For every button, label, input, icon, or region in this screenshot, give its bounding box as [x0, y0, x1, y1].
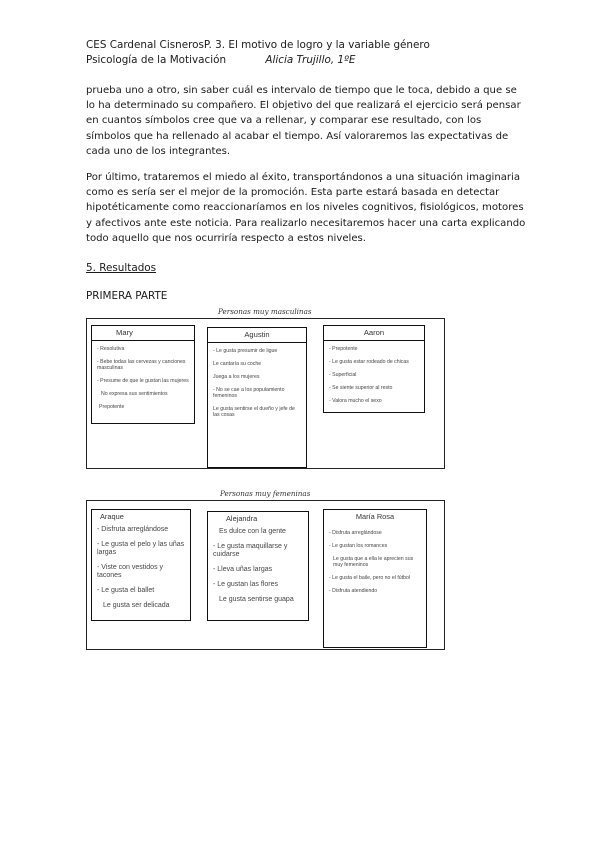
paragraph-fear-of-success: Por último, trataremos el miedo al éxito, transportándonos a una situación imaginaria como es sería ser el mejor de la promoción. Esta parte estará basada en detectar hipotéticamente como reaccionaríamos en los niveles cognitivos, fisiológicos, motores y afectivos ante este noticia. Para realizarlo necesitaremos hacer una carta explicando todo aquello que nos ocurriría respecto a estos niveles. [86, 172, 526, 244]
card-maria-rosa [323, 509, 427, 648]
trait-item: Le gusta ser delicada [103, 602, 170, 610]
header-subject: Psicología de la Motivación [86, 54, 227, 66]
trait-item: No expresa sus sentimientos [101, 390, 168, 397]
trait-item: - Le gusta estar rodeado de chicas [329, 358, 409, 365]
document-header [86, 38, 430, 68]
trait-item: - Le gustan los romances [329, 542, 388, 549]
trait-item: - Viste con vestidos y tacones [97, 564, 164, 580]
trait-item: - Se siente superior al resto [329, 384, 393, 391]
trait-item: Le gusta sentirse el dueño y jefe de las cosas [213, 405, 295, 418]
figure2-frame [86, 500, 445, 650]
figure1-frame [86, 318, 445, 469]
card-aaron [323, 325, 425, 413]
figure1-caption: Personas muy masculinas [218, 307, 312, 316]
card-name: Mary [92, 326, 194, 341]
trait-item: - Le gusta el baile, pero no el fútbol [329, 574, 411, 581]
trait-item: Juega a los mujeres [213, 373, 260, 380]
trait-item: - Le gusta el ballet [97, 587, 155, 595]
trait-item: - Le gusta maquillarse y cuidarse [213, 543, 288, 559]
header-author: Alicia Trujillo, 1ºE [265, 54, 356, 66]
figure2-caption: Personas muy femeninas [220, 489, 311, 498]
card-araque [91, 509, 191, 621]
trait-item: - Resolutiva [97, 346, 125, 352]
card-traits [208, 343, 306, 419]
trait-item: Es dulce con la gente [219, 528, 286, 535]
trait-item: Le gusta sentirse guapa [219, 596, 294, 604]
trait-item: - Superficial [329, 371, 357, 378]
trait-item: - Valora mucho el sexo [329, 397, 382, 404]
trait-item: - Disfruta arreglándose [97, 526, 169, 533]
card-name: Araque [100, 512, 124, 521]
card-name: Alejandra [226, 514, 258, 523]
trait-item: - Presume de que le gustan las mujeres [97, 377, 189, 384]
card-agustin [207, 327, 307, 468]
trait-item: Le cantaría su coche [213, 360, 262, 367]
trait-item: - Lleva uñas largas [213, 566, 273, 574]
section-title: 5. Resultados [86, 262, 157, 274]
trait-item: Prepotente [99, 403, 125, 410]
card-traits [324, 525, 426, 595]
trait-item: - Bebe todas las cervezas y canciones masculinas [97, 358, 186, 371]
card-traits [92, 341, 194, 411]
part-title: PRIMERA PARTE [86, 290, 168, 302]
trait-item: - No se cae a los populamiento femeninos [213, 386, 285, 399]
trait-item: Le gusta que a ella le aprecien sus muy femeninos [333, 555, 414, 568]
trait-item: - Prepotente [329, 346, 358, 352]
trait-item: - Disfruta arreglándose [329, 530, 382, 536]
card-traits [324, 341, 424, 405]
card-name: Aaron [324, 326, 424, 341]
card-mary [91, 325, 195, 424]
card-traits [208, 527, 308, 604]
header-course-line: CES Cardenal CisnerosP. 3. El motivo de logro y la variable género [86, 39, 430, 51]
trait-item: - Le gusta el pelo y las uñas largas [97, 541, 185, 557]
header-subject-line [86, 53, 430, 68]
card-alejandra [207, 511, 309, 621]
card-name: Agustin [208, 328, 306, 343]
trait-item: - Le gusta presumir de ligue [213, 348, 278, 354]
trait-item: - Le gustan las flores [213, 581, 278, 589]
trait-item: - Disfruta atendiendo [329, 587, 378, 594]
paragraph-procedure: prueba uno a otro, sin saber cuál es intervalo de tiempo que le toca, debido a que se lo ha determinado su compañero. El objetivo del que realizará el ejercicio será pensar en cuantos símbolos cree que va a rellenar, y comparar ese resultado, con los símbolos que ha rellenado al acabar el tiempo. Así valoraremos las expectativas de cada uno de los integrantes. [86, 85, 521, 157]
card-traits [92, 525, 190, 610]
card-name: María Rosa [355, 512, 395, 521]
